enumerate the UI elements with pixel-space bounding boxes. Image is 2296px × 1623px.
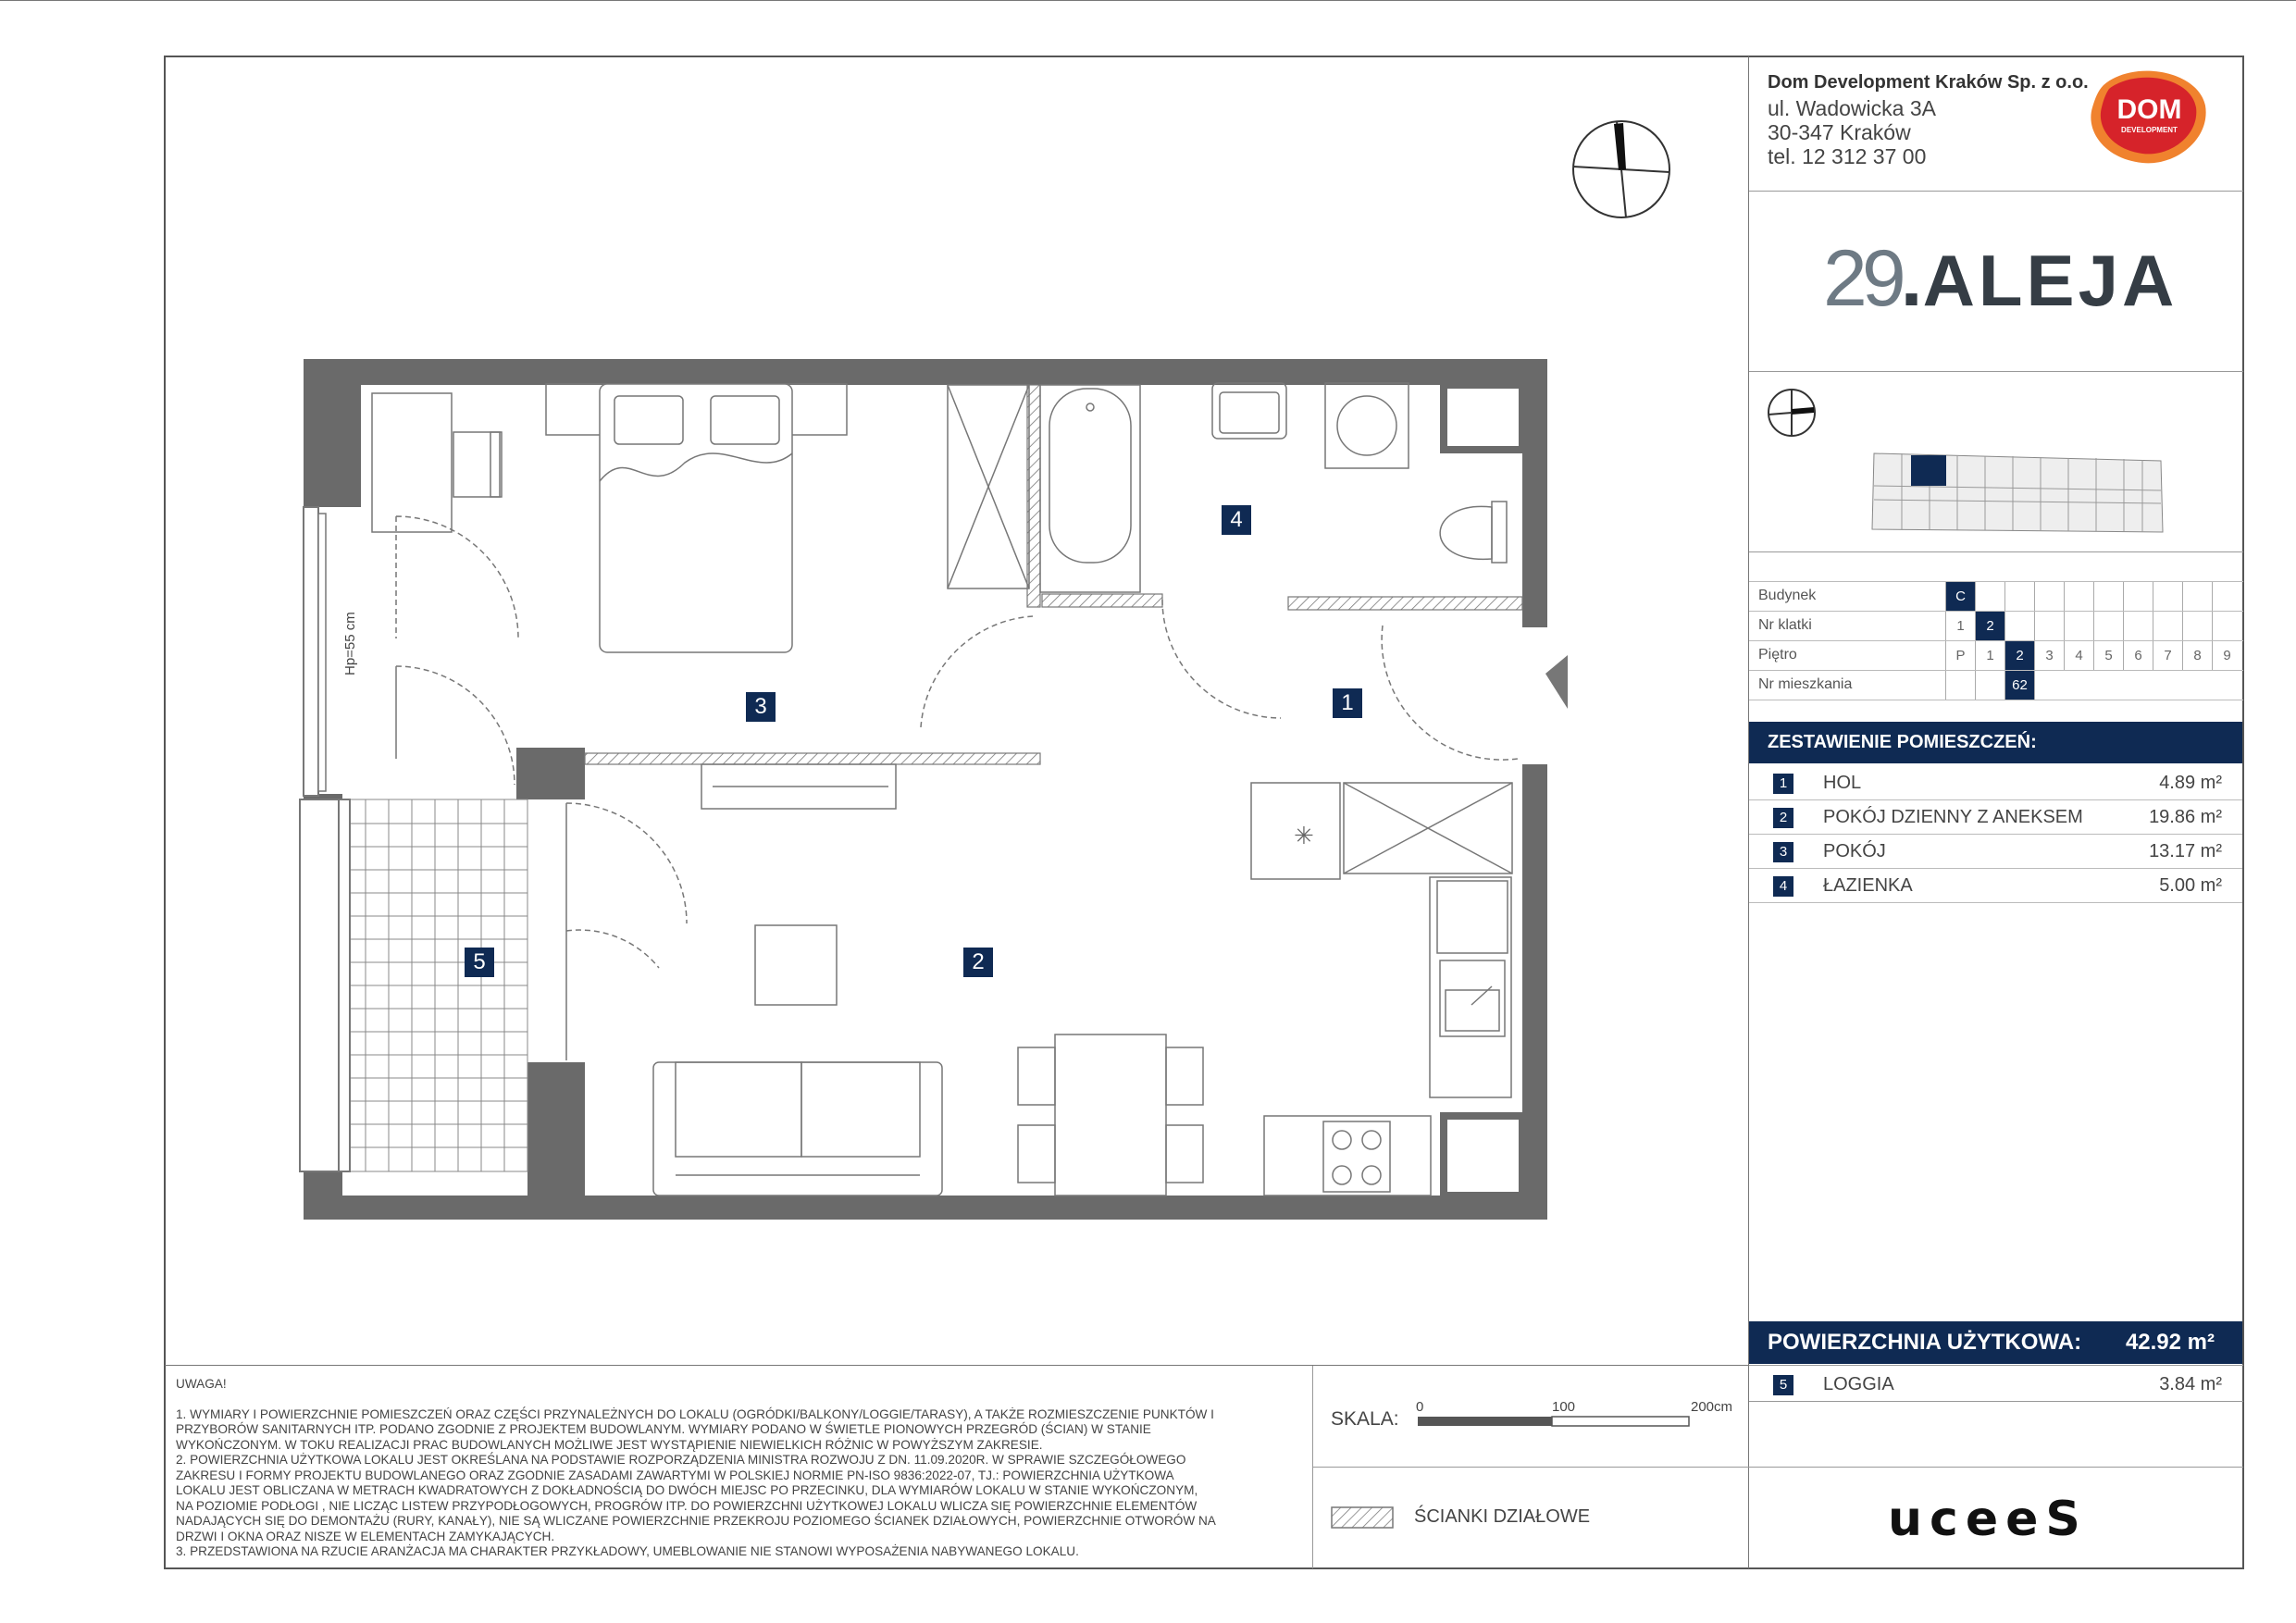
notes-line: 1. WYMIARY I POWIERZCHNIE POMIESZCZEŃ ORAZ CZĘŚCI PRZYNALEŻNYCH DO LOKALU (OGRÓDKI/BALKONY/LOGGIE/TARASY), A TAKŻE ROZMIESZCZENIE PUNKTÓW I [176,1406,1214,1421]
ucees-brand-text: uceeS [1888,1492,2088,1547]
notes-line: 3. PRZEDSTAWIONA NA RZUCIE ARANŻACJA MA CHARAKTER PRZYKŁADOWY, UMEBLOWANIE NIE STANOWI WYPOSAŻENIA NABYWANEGO LOKALU. [176,1544,1079,1558]
building-empty-cell [2093,582,2123,611]
panel-rule [1749,551,2243,552]
apt-empty-cell [1945,671,1975,700]
room-name: POKÓJ [1823,841,1886,861]
window [304,507,318,796]
company-name: Dom Development Kraków Sp. z o.o. [1768,72,2089,93]
floor-cell-selected: 2 [2004,641,2034,670]
panel-rule [1749,371,2243,372]
stair-cell-selected: 2 [1975,612,2004,640]
building-value: C [1945,582,1975,611]
panel-rule [1749,1401,2243,1402]
floor-label: Piętro [1758,647,1797,663]
stair-empty-cell [2034,612,2064,640]
usable-area-value: 42.92 m² [2125,1330,2215,1355]
floor-cell: 1 [1975,641,2004,670]
room-tag: 2 [963,948,993,977]
room-number: 2 [1773,808,1793,828]
room-area: 5.00 m² [2159,875,2222,896]
building-empty-cell [2212,582,2241,611]
company-city: 30-347 Kraków [1768,120,1911,144]
building-label: Budynek [1758,588,1817,603]
project-dot: . [1900,234,1923,323]
usable-area-label: POWIERZCHNIA UŻYTKOWA: [1768,1330,2082,1355]
room-area: 13.17 m² [2149,841,2222,861]
loggia-railing [300,799,350,1171]
panel-rule [1749,1467,2243,1468]
floor-cell: 7 [2153,641,2182,670]
building-empty-cell [1975,582,2004,611]
shaft [1444,1116,1522,1196]
partition-hatch-swatch [1331,1506,1394,1529]
stair-cell: 1 [1945,612,1975,640]
loggia-row [1749,1368,2242,1401]
small-compass-icon [1766,387,1818,439]
partition-legend-label: ŚCIANKI DZIAŁOWE [1414,1506,1591,1527]
building-empty-cell [2182,582,2212,611]
shaft [1444,385,1522,450]
room-tag: 3 [746,692,776,722]
window [318,514,326,791]
room-row [1749,869,2242,903]
floor-cell: P [1945,641,1975,670]
dom-logo [2087,67,2212,168]
stair-empty-cell [2182,612,2212,640]
notes-line: WYKOŃCZONYM. W TOKU REALIZACJI PRAC BUDOWLANYCH MOŻLIWE JEST WYSTĄPIENIE NIEWIELKICH RÓŻNIC W POWYŻSZYM ZAKRESIE. [176,1437,1043,1452]
scale-tick-label: 0 [1416,1399,1424,1415]
top-rule [0,0,2296,1]
floor-plan [296,352,1573,1231]
room-tag: 5 [465,948,494,977]
floor-cell: 9 [2212,641,2241,670]
stair-empty-cell [2004,612,2034,640]
room-number: 1 [1773,774,1793,794]
scale-bar [1418,1416,1695,1427]
floor-cell: 3 [2034,641,2064,670]
floor-cell: 6 [2123,641,2153,670]
floor-cell: 4 [2064,641,2093,670]
room-area: 19.86 m² [2149,807,2222,827]
floor-cell: 5 [2093,641,2123,670]
stair-empty-cell [2153,612,2182,640]
room-area: 3.84 m² [2159,1374,2222,1394]
room-area: 4.89 m² [2159,773,2222,793]
logo-dom-text: DOM [2116,94,2182,125]
floor-cell: 8 [2182,641,2212,670]
stair-empty-cell [2212,612,2241,640]
entrance-arrow-icon [1545,655,1568,709]
notes-title: UWAGA! [176,1377,227,1391]
building-empty-cell [2064,582,2093,611]
ucees-logo [1888,1492,2088,1547]
building-key-plan [1865,444,2170,541]
notes-line: NA POZIOMIE PODŁOGI , NIE LICZĄC LISTEW PRZYPODŁOGOWYCH, PROGRÓW ITP. DO POWIERZCHNI UŻYTKOWEJ LOKALU WLICZA SIĘ POWIERZCHNIE ELEMENTÓW [176,1498,1198,1513]
notes-rule [165,1365,1749,1366]
notes-line: DRZWI I OKNA ORAZ NISZE W ELEMENTACH ZAMYKAJĄCYCH. [176,1529,555,1543]
company-street: ul. Wadowicka 3A [1768,96,1936,120]
project-name: ALEJA [1922,240,2178,321]
building-empty-cell [2004,582,2034,611]
room-name: ŁAZIENKA [1823,875,1913,896]
project-number: 29 [1823,234,1901,323]
room-name: LOGGIA [1823,1374,1894,1394]
scale-tick-label: 200cm [1691,1399,1733,1415]
apt-empty-cell [2034,671,2064,700]
logo-development-text: DEVELOPMENT [2121,126,2178,134]
notes-line: ZAKRESU I FORMY PROJEKTU BUDOWLANEGO ORAZ ZGODNIE ZASADAMI ZAWARTYMI W POLSKIEJ NORMIE PN-ISO 9836:2022-07, TJ.: POWIERZCHNIA UŻYTKOWA [176,1468,1174,1482]
fridge-icon: ✳ [1294,823,1314,850]
notes-line: LOKALU JEST OBLICZANA W METRACH KWADRATOWYCH Z DOKŁADNOŚCIĄ DO DWÓCH MIEJSC PO PRZECINKU, DLA WYMIARÓW LOKALU W STANIE WYKOŃCZONYM, [176,1483,1198,1497]
summary-title: ZESTAWIENIE POMIESZCZEŃ: [1749,722,2242,763]
stair-empty-cell [2093,612,2123,640]
stair-empty-cell [2123,612,2153,640]
room-number: 5 [1773,1375,1793,1395]
room-row [1749,800,2242,835]
room-tag: 1 [1333,688,1362,718]
room-row [1749,766,2242,800]
building-empty-cell [2153,582,2182,611]
notes-line: PRZYBORÓW SANITARNYCH ITP. PODANO ZGODNIE Z PROJEKTEM BUDOWLANYM. WYMIARY PODANO W ŚWIETLE PIONOWYCH PRZEGRÓD (ŚCIAN) W STANIE [176,1422,1151,1436]
room-tag: 4 [1222,505,1251,535]
company-phone: tel. 12 312 37 00 [1768,144,1927,168]
scale-label: SKALA: [1331,1408,1399,1430]
notes-block [176,1377,1296,1560]
room-name: HOL [1823,773,1862,793]
room-number: 4 [1773,876,1793,897]
compass-icon [1570,118,1672,220]
window-sill-height-label: Hp=55 cm [342,612,358,675]
stair-label: Nr klatki [1758,617,1812,633]
building-empty-cell [2034,582,2064,611]
project-logo [1823,233,2178,326]
apt-value: 62 [2004,671,2034,700]
room-row [1749,835,2242,869]
panel-rule [1749,191,2243,192]
scale-rule [1312,1467,1749,1468]
notes-line: 2. POWIERZCHNIA UŻYTKOWA LOKALU JEST OKREŚLANA NA PODSTAWIE ROZPORZĄDZENIA MINISTRA ROZWOJU Z DN. 11.09.2020R. W SPRAWIE SZCZEGÓŁOWEGO [176,1453,1186,1467]
notes-line: NADAJĄCYCH SIĘ DO DEMONTAŻU (RURY, KANAŁY), NIE SĄ WLICZANE POWIERZCHNIE PRZEKROJU POZIOMEGO ŚCIANEK DZIAŁOWYCH, POWIERZCHNIE OTWORÓW NA [176,1514,1216,1528]
stair-empty-cell [2064,612,2093,640]
room-number: 3 [1773,842,1793,862]
scale-tick-label: 100 [1552,1399,1576,1415]
panel-rule [1749,1365,2243,1366]
usable-area-bar [1749,1321,2242,1364]
room-name: POKÓJ DZIENNY Z ANEKSEM [1823,807,2083,827]
apt-label: Nr mieszkania [1758,676,1853,692]
building-empty-cell [2123,582,2153,611]
apt-empty-cell [1975,671,2004,700]
